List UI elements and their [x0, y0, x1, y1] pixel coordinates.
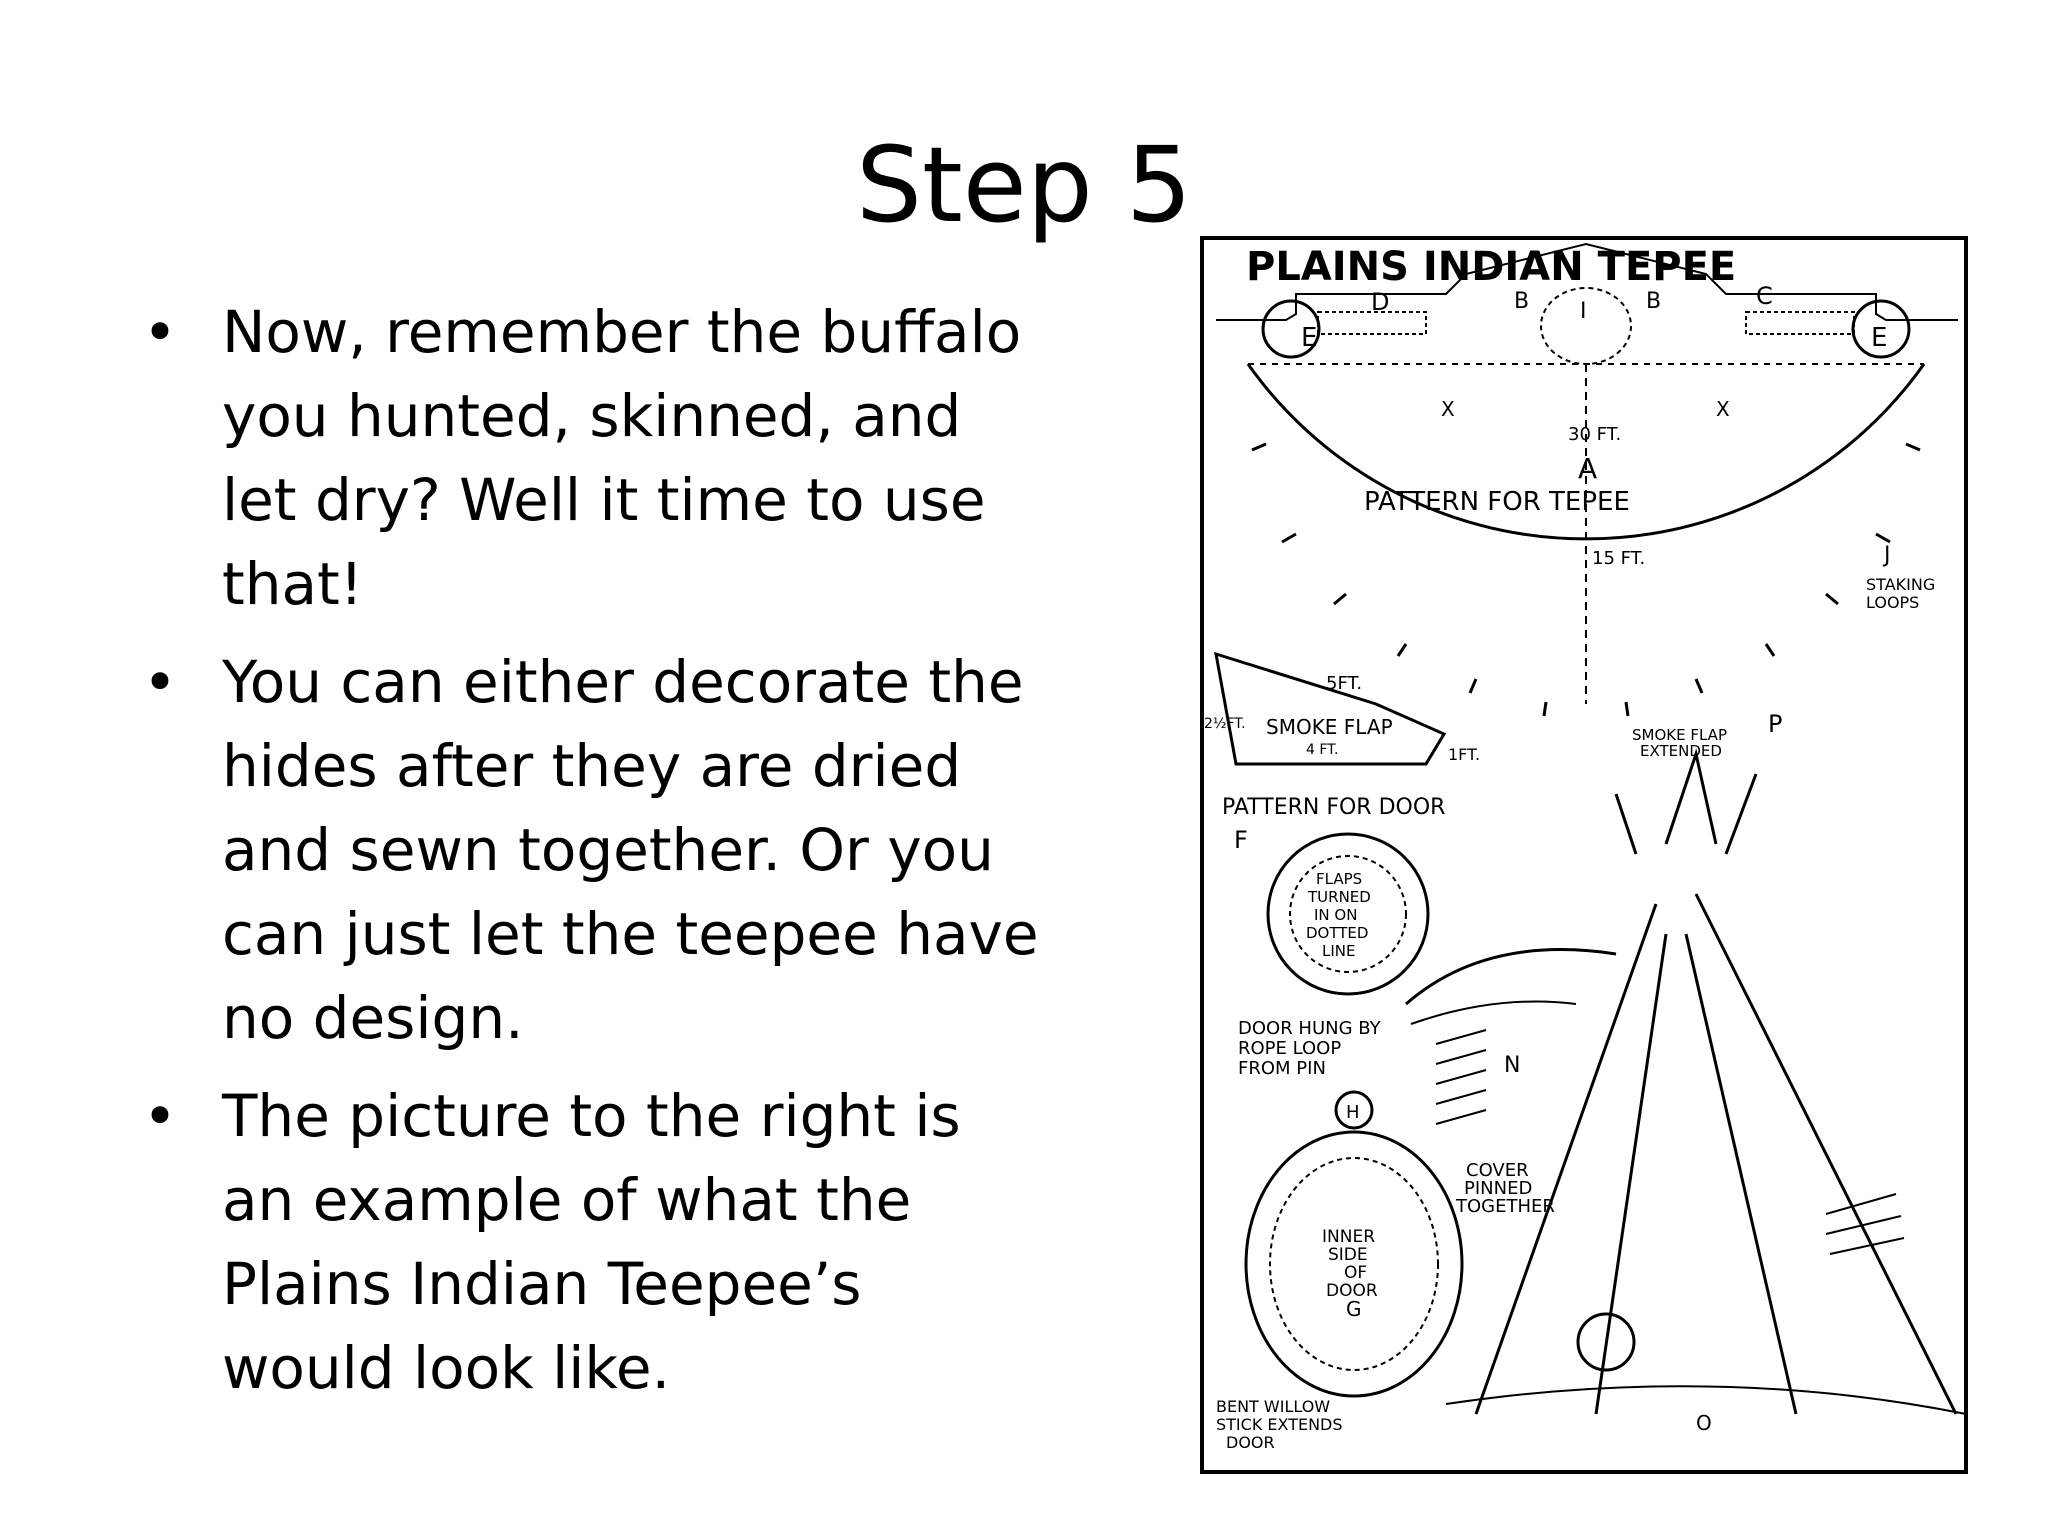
bullet-list: [140, 290, 1040, 1424]
door-hung-line3: FROM PIN: [1238, 1058, 1326, 1079]
label-o: O: [1696, 1411, 1712, 1435]
bullet-item: [140, 640, 1040, 1060]
bent-willow-line3: DOOR: [1226, 1433, 1275, 1452]
label-d: D: [1371, 288, 1390, 316]
dimension-1ft: 1FT.: [1448, 745, 1481, 764]
label-c: C: [1756, 282, 1773, 310]
bent-willow-line2: STICK EXTENDS: [1216, 1415, 1343, 1434]
flaps-line3: IN ON: [1314, 906, 1358, 924]
cover-pinned-line1: COVER: [1466, 1160, 1529, 1181]
staking-loops-line2: LOOPS: [1866, 593, 1920, 612]
label-h: H: [1346, 1102, 1360, 1123]
label-e-right: E: [1871, 323, 1888, 353]
inner-side-line1: INNER: [1322, 1227, 1376, 1247]
label-f: F: [1234, 826, 1248, 854]
dimension-15ft: 15 FT.: [1592, 548, 1646, 569]
dimension-5ft: 5FT.: [1326, 673, 1363, 694]
bullet-text: You can either decorate the hides after they are dried and sewn together. Or you can just let the teepee have no design.: [222, 648, 1039, 1052]
smoke-flap-label: SMOKE FLAP: [1266, 715, 1393, 739]
smoke-flap-extended-line2: EXTENDED: [1640, 742, 1722, 760]
bullet-item: [140, 1074, 1040, 1410]
label-b-left: B: [1514, 289, 1530, 314]
bullet-dot: •: [142, 1082, 178, 1150]
flaps-line1: FLAPS: [1316, 870, 1363, 888]
bullet-dot: •: [142, 648, 178, 716]
label-x-right: X: [1716, 397, 1730, 421]
label-b-right: B: [1646, 289, 1662, 314]
door-hung-line1: DOOR HUNG BY: [1238, 1018, 1381, 1039]
illustration-heading: PLAINS INDIAN TEPEE: [1246, 244, 1737, 290]
bullet-text: The picture to the right is an example of what the Plains Indian Teepee’s would look like.: [222, 1082, 961, 1402]
tepee-diagram: [1196, 234, 1976, 1478]
smoke-flap-extended-line1: SMOKE FLAP: [1632, 726, 1727, 744]
label-n: N: [1504, 1053, 1521, 1078]
label-p: P: [1768, 710, 1783, 738]
label-x-left: X: [1441, 397, 1455, 421]
flaps-line5: LINE: [1322, 942, 1356, 960]
flaps-line4: DOTTED: [1306, 924, 1369, 942]
bullet-item: [140, 290, 1040, 626]
inner-side-line3: OF: [1344, 1263, 1368, 1283]
bullet-dot: •: [142, 298, 178, 366]
label-a: A: [1578, 452, 1598, 485]
pattern-for-door-label: PATTERN FOR DOOR: [1222, 795, 1446, 820]
dimension-4ft: 4 FT.: [1306, 742, 1339, 758]
tepee-illustration: [1196, 234, 1976, 1478]
bullet-text: Now, remember the buffalo you hunted, skinned, and let dry? Well it time to use that!: [222, 298, 1022, 618]
inner-side-line2: SIDE: [1328, 1245, 1368, 1265]
label-j: J: [1884, 543, 1891, 568]
staking-loops-line1: STAKING: [1866, 575, 1936, 594]
inner-side-line4: DOOR: [1326, 1281, 1378, 1301]
cover-pinned-line3: TOGETHER: [1456, 1196, 1555, 1217]
label-i: I: [1580, 299, 1587, 324]
dimension-2-half-ft: 2½FT.: [1204, 716, 1246, 732]
bent-willow-line1: BENT WILLOW: [1216, 1397, 1331, 1416]
cover-pinned-line2: PINNED: [1464, 1178, 1533, 1199]
dimension-30ft: 30 FT.: [1568, 424, 1622, 445]
slide-title: Step 5: [855, 124, 1193, 246]
label-e-left: E: [1301, 323, 1318, 353]
label-g: G: [1346, 1297, 1362, 1321]
flaps-line2: TURNED: [1308, 888, 1371, 906]
door-hung-line2: ROPE LOOP: [1238, 1038, 1342, 1059]
pattern-for-tepee-label: PATTERN FOR TEPEE: [1364, 487, 1630, 517]
